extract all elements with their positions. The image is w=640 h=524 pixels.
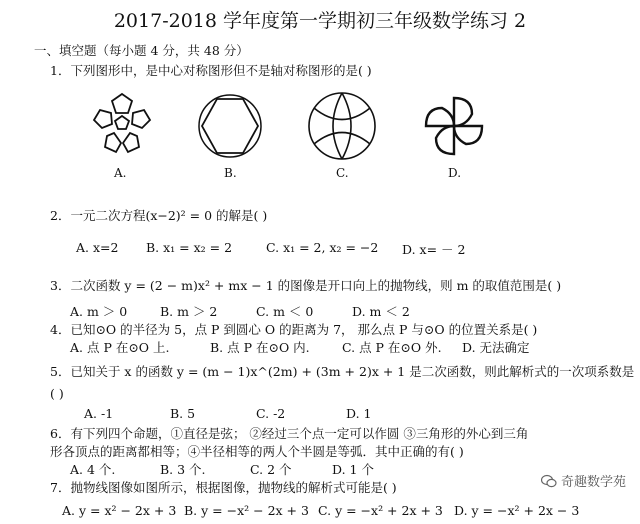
q2-option-a: A. x=2 [76,240,119,255]
question-2-text: 2．一元二次方程(x−2)² = 0 的解是( ) [50,208,268,223]
q2-option-c: C. x₁ = 2, x₂ = −2 [266,240,379,255]
q6-option-b: B. 3 个. [160,462,206,477]
q7-option-c: C. y = −x² + 2x + 3 [318,503,443,518]
watermark [541,471,626,490]
figure-label-c: C. [336,166,349,180]
question-4-text: 4．已知⊙O 的半径为 5，点 P 到圆心 O 的距离为 7， 那么点 P 与⊙O 的位置关系是( ) [50,322,538,337]
question-6-line-2: 形各顶点的距离都相等；④半径相等的两人个半圆是等弧．其中正确的有( ) [50,444,464,459]
figure-label-b: B. [224,166,237,180]
question-5-line-2: ( ) [50,386,64,401]
q6-option-d: D. 1 个 [332,462,374,477]
wechat-icon [541,473,557,489]
pinwheel-icon [414,86,494,166]
q3-option-d: D. m ＜ 2 [352,304,410,319]
q2-option-d: D. x= － 2 [402,242,466,257]
q6-option-c: C. 2 个 [250,462,292,477]
circle-arcs-icon [302,86,382,166]
q4-option-a: A. 点 P 在⊙O 上. [70,340,170,355]
q4-option-c: C. 点 P 在⊙O 外. [342,340,442,355]
q5-option-d: D. 1 [346,406,372,421]
hexagon-in-circle-icon [190,86,270,166]
q3-option-b: B. m ＞ 2 [160,304,218,319]
question-1-figures [82,86,502,176]
question-6-line-1: 6．有下列四个命题，①直径是弦； ②经过三个点一定可以作圆 ③三角形的外心到三角 [50,426,529,441]
q7-option-d: D. y = −x² + 2x − 3 [454,503,580,518]
q5-option-b: B. 5 [170,406,196,421]
question-1-text: 1．下列图形中，是中心对称图形但不是轴对称图形的是( ) [50,63,372,78]
q5-option-a: A. -1 [84,406,114,421]
q4-option-d: D. 无法确定 [462,340,530,355]
page-title: 2017-2018 学年度第一学期初三年级数学练习 2 [113,10,527,32]
q7-option-a: A. y = x² − 2x + 3 [62,503,177,518]
question-5-line-1: 5．已知关于 x 的函数 y = (m − 1)x^(2m) + (3m + 2)x + 1 是二次函数，则此解析式的一次项系数是 [50,364,635,379]
q3-option-c: C. m ＜ 0 [256,304,314,319]
q3-option-a: A. m ＞ 0 [70,304,128,319]
q6-option-a: A. 4 个. [70,462,116,477]
q5-option-c: C. -2 [256,406,286,421]
figure-label-a: A. [114,166,127,180]
watermark-text: 奇趣数学苑 [560,475,626,490]
figure-label-d: D. [448,166,462,180]
q7-option-b: B. y = −x² − 2x + 3 [184,503,309,518]
q4-option-b: B. 点 P 在⊙O 内. [210,340,310,355]
pentagon-flower-icon [82,86,162,166]
question-7-text: 7．抛物线图像如图所示，根据图像，抛物线的解析式可能是( ) [50,480,397,495]
q2-option-b: B. x₁ = x₂ = 2 [146,240,233,255]
question-3-text: 3．二次函数 y = (2 − m)x² + mx − 1 的图像是开口向上的抛物线，则 m 的取值范围是( ) [50,278,562,293]
section-heading: 一、填空题（每小题 4 分，共 48 分） [34,43,249,58]
